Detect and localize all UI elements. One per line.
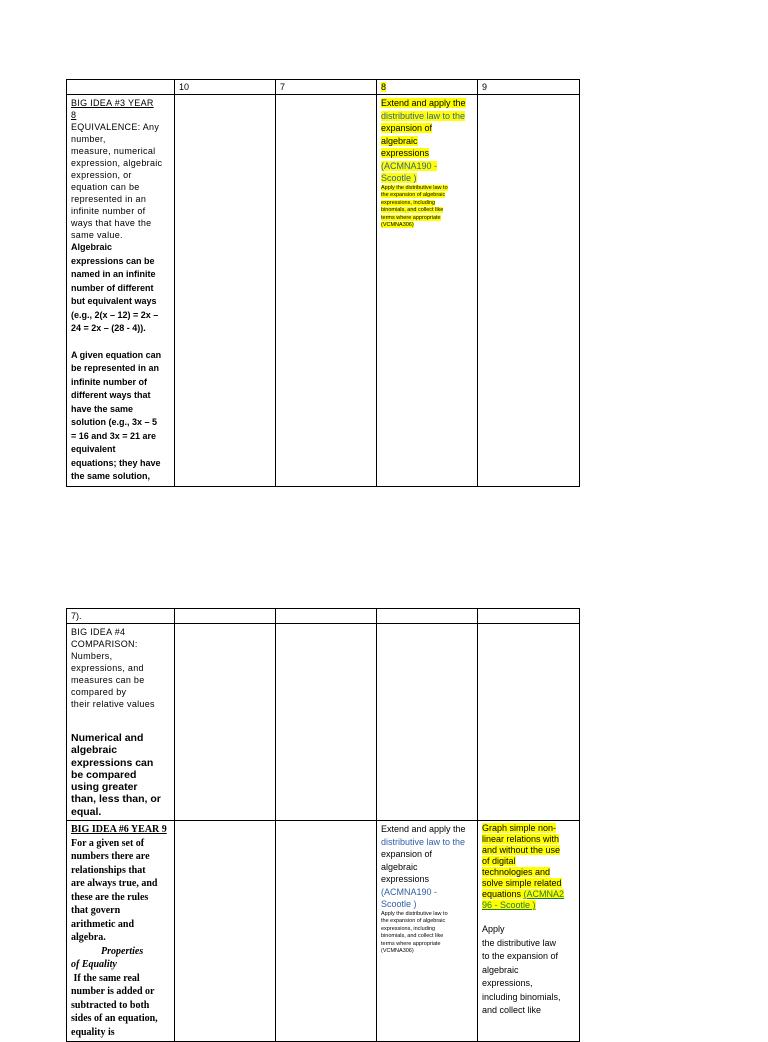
table-row	[67, 609, 580, 624]
table-row	[67, 624, 580, 821]
rules-paragraph: For a given set of numbers there are relationships that are always true, and these are the rules that govern arithmetic and algebra.	[71, 837, 158, 944]
comparison-text: COMPARISON: Numbers, expressions, and measures can be compared by their relative values	[71, 639, 155, 709]
big-idea-3-title: BIG IDEA #3 YEAR 8	[71, 98, 154, 120]
header-8-highlight: 8	[381, 82, 387, 92]
year-7-cell	[276, 95, 377, 487]
numerical-algebraic-comparison-text: Numerical and algebraic expressions can be compared using greater than, less than, or equal.	[71, 732, 161, 818]
scootle-link[interactable]: 96 - Scootle )	[482, 900, 536, 911]
continuation-cell: 7).	[67, 609, 175, 624]
equality-text: If the same real number is added or subtracted to both sides of an equation, equality is	[71, 972, 158, 1038]
vcmna306-text-2: Apply the distributive law to the expansion of algebraic expressions, including binomials, and collect like terms where appropriate (VCMNA306)	[381, 910, 448, 955]
algebraic-expressions-paragraph: Algebraic expressions can be named in an infinite number of different but equivalent ways (e.g., 2(x – 12) = 2x – 24 = 2x – (28 - 4)).	[71, 242, 159, 333]
curriculum-table-2	[66, 608, 580, 1042]
big-idea-4-cell	[67, 624, 175, 821]
year-10-cell	[175, 95, 276, 487]
header-cell-7: 7	[276, 80, 377, 95]
year-9-cell-row3	[478, 821, 580, 1042]
properties-heading: Properties	[101, 945, 144, 957]
year-8-cell-row3	[377, 821, 478, 1042]
big-idea-4-title: BIG IDEA #4	[71, 627, 126, 637]
year-8-cell	[377, 95, 478, 487]
header-cell-9: 9	[478, 80, 580, 95]
vcmna306-text: Apply the distributive law to the expansion of algebraic expressions, including binomials, and collect like terms where appropriate (VCMNA306)	[381, 184, 448, 228]
header-cell-8	[377, 80, 478, 95]
curriculum-table-1	[66, 79, 580, 487]
header-cell-10: 10	[175, 80, 276, 95]
properties-heading-2: of Equality	[71, 959, 117, 971]
distributive-law-text-2: Extend and apply the distributive law to the expansion of algebraic expressions (ACMNA190 - Scootle )	[381, 824, 466, 910]
acmna296-link[interactable]: (ACMNA2	[523, 889, 565, 900]
table-header-row	[67, 80, 580, 95]
equivalence-text: EQUIVALENCE: Any number, measure, numerical expression, algebraic expression, or equation can be represented in an infinite number of ways that have the same value.	[71, 122, 163, 240]
year-9-cell	[478, 95, 580, 487]
given-equation-paragraph: A given equation can be represented in an infinite number of different ways that have the same solution (e.g., 3x – 5 = 16 and 3x = 21 are equivalent equations; they have the same solution,	[71, 349, 162, 481]
apply-distributive-text: Apply the distributive law to the expansion of algebraic expressions, including binomials, and collect like	[482, 924, 561, 1016]
header-cell-empty	[67, 80, 175, 95]
table-row	[67, 95, 580, 487]
distributive-law-text: Extend and apply the distributive law to the expansion of algebraic expressions (ACMNA190 - Scootle )	[381, 98, 466, 183]
big-idea-3-cell	[67, 95, 175, 487]
big-idea-6-title: BIG IDEA #6 YEAR 9	[71, 824, 167, 836]
big-idea-6-cell	[67, 821, 175, 1042]
table-row	[67, 821, 580, 1042]
graph-non-linear-text: Graph simple non- linear relations with and without the use of digital technologies and solve simple related equations (ACMNA2 96 - Scootle )	[482, 823, 565, 911]
